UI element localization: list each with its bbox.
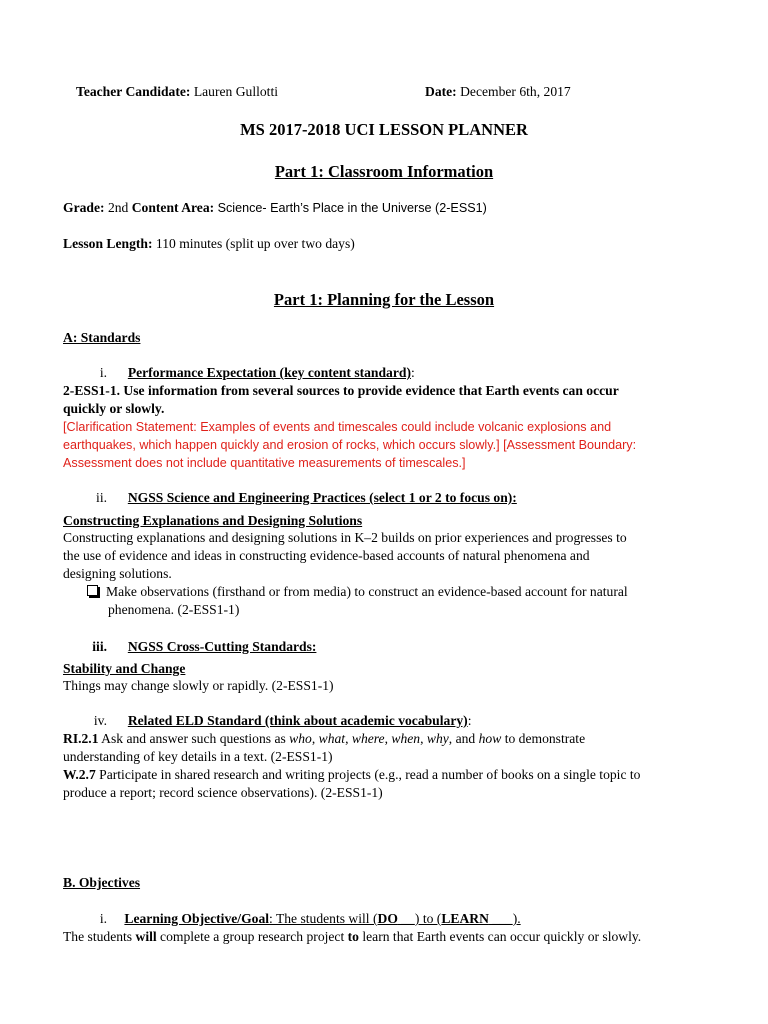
practice-line-1: Constructing explanations and designing solutions in K–2 builds on prior experiences and progresses to	[63, 530, 627, 545]
clarification-line-3: Assessment does not include quantitative measurements of timescales.]	[63, 456, 466, 470]
checkbox-bullet-icon	[87, 585, 98, 596]
stmt-to: to	[347, 929, 359, 944]
lesson-length-value: 110 minutes (split up over two days)	[155, 236, 355, 251]
standard-i-heading	[63, 364, 415, 382]
date-line	[425, 83, 571, 101]
date-value: December 6th, 2017	[460, 84, 571, 99]
objective-statement	[63, 928, 641, 946]
ri-how: how	[478, 731, 502, 746]
document-title: MS 2017-2018 UCI LESSON PLANNER	[240, 120, 528, 139]
standards-heading: A: Standards	[63, 330, 141, 345]
ri-text-end: to demonstrate	[501, 731, 586, 746]
clarification-line-1: [Clarification Statement: Examples of events and timescales could include volcanic explosions and	[63, 420, 612, 434]
ri-sep: ,	[420, 731, 427, 746]
ri-why: why	[426, 731, 449, 746]
pe-line-1: 2-ESS1-1. Use information from several sources to provide evidence that Earth events can occur	[63, 383, 619, 398]
content-area-value: Science- Earth’s Place in the Universe (2-ESS1)	[217, 201, 487, 215]
practice-subheading: Constructing Explanations and Designing Solutions	[63, 513, 363, 528]
stmt-will: will	[135, 929, 157, 944]
teacher-candidate-line	[76, 83, 278, 101]
goal-text-a: : The students will (	[269, 911, 378, 926]
objectives-heading: B. Objectives	[63, 875, 141, 890]
goal-label: Learning Objective/Goal	[124, 911, 270, 926]
ri-when: when	[391, 731, 421, 746]
performance-expectation-title: Performance Expectation (key content standard)	[127, 365, 411, 380]
ri-text: Ask and answer such questions as	[98, 731, 290, 746]
colon: :	[410, 365, 415, 380]
pe-line-2: quickly or slowly.	[63, 401, 165, 416]
eld-standard-title: Related ELD Standard (think about academic vocabulary)	[127, 713, 468, 728]
goal-do: DO	[377, 911, 398, 926]
goal-learn: LEARN	[441, 911, 489, 926]
bullet-text-1: Make observations (firsthand or from media) to construct an evidence-based account for natural	[106, 584, 628, 599]
stmt-c: learn that Earth events can occur quickly or slowly.	[358, 929, 642, 944]
ri-who: who	[289, 731, 312, 746]
standard-iv-heading	[63, 712, 471, 730]
roman-iv: iv.	[93, 713, 107, 728]
stability-change-text: Things may change slowly or rapidly. (2-ESS1-1)	[63, 678, 334, 693]
practice-line-2: the use of evidence and ideas in constructing evidence-based accounts of natural phenomena and	[63, 548, 590, 563]
ri-sep: ,	[384, 731, 392, 746]
content-area-label: Content Area:	[131, 200, 215, 215]
ri-sep: ,	[345, 731, 352, 746]
ri-line-2: understanding of key details in a text. (2-ESS1-1)	[63, 749, 333, 764]
roman-i-objective: i.	[99, 911, 107, 926]
bullet-text-2: phenomena. (2-ESS1-1)	[108, 602, 240, 617]
grade-line	[63, 199, 487, 217]
grade-label: Grade:	[63, 200, 105, 215]
stmt-a: The students	[63, 929, 136, 944]
ri-code: RI.2.1	[63, 731, 99, 746]
ri-what: what	[318, 731, 346, 746]
roman-i: i.	[99, 365, 107, 380]
w-line-2: produce a report; record science observations). (2-ESS1-1)	[63, 785, 383, 800]
goal-text-b: __) to (	[397, 911, 442, 926]
ri-sep: ,	[311, 731, 319, 746]
clarification-line-2: earthquakes, which happen quickly and erosion of rocks, which occurs slowly.] [Assessment Boundary:	[63, 438, 637, 452]
ri-line-1	[63, 730, 585, 748]
objective-i-line	[63, 910, 521, 928]
candidate-label: Teacher Candidate:	[76, 84, 191, 99]
lesson-length-label: Lesson Length:	[63, 236, 153, 251]
colon: :	[467, 713, 472, 728]
standard-iii-heading	[63, 638, 316, 656]
roman-iii: iii.	[92, 639, 107, 654]
practice-line-3: designing solutions.	[63, 566, 172, 581]
w-code: W.2.7	[63, 767, 96, 782]
cross-cutting-title: NGSS Cross-Cutting Standards:	[127, 639, 317, 654]
goal-text-c: ___).	[488, 911, 521, 926]
stmt-b: complete a group research project	[156, 929, 348, 944]
w-line-1	[63, 766, 640, 784]
w-text: Participate in shared research and writing projects (e.g., read a number of books on a single topic to	[95, 767, 641, 782]
planning-heading: Part 1: Planning for the Lesson	[273, 290, 495, 309]
candidate-name: Lauren Gullotti	[193, 84, 279, 99]
roman-ii: ii.	[96, 490, 107, 505]
ri-where: where	[351, 731, 385, 746]
lesson-length-line	[63, 235, 355, 253]
stability-change-subheading: Stability and Change	[63, 661, 186, 676]
grade-value: 2nd	[107, 200, 129, 215]
standard-ii-heading	[63, 489, 517, 507]
part1-heading: Part 1: Classroom Information	[274, 162, 494, 181]
ngss-practices-title: NGSS Science and Engineering Practices (select 1 or 2 to focus on):	[127, 490, 517, 505]
date-label: Date:	[425, 84, 457, 99]
ri-and: , and	[448, 731, 479, 746]
practice-bullet	[87, 583, 628, 601]
